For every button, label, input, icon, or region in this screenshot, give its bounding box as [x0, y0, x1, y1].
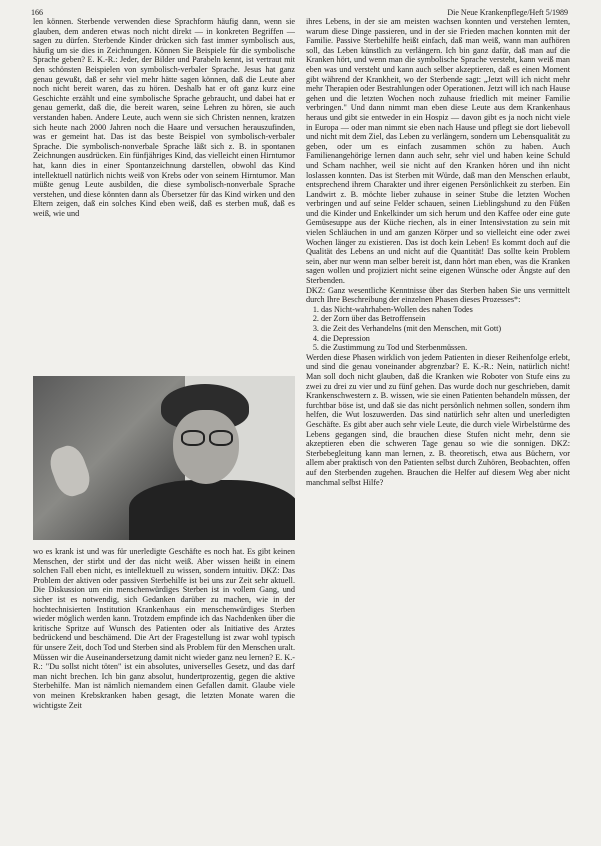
page-number: 166	[31, 8, 43, 17]
left-column	[33, 17, 295, 218]
phase-item: 2. der Zorn über das Betroffensein	[321, 314, 570, 324]
phase-item: 1. das Nicht-wahrhaben-Wollen des nahen Todes	[321, 305, 570, 315]
right-column-text-b: Werden diese Phasen wirklich von jedem Patienten in dieser Reihenfolge erlebt, und sind die genau voneinander abgrenzbar? E. K.-R.: Nein, natürlich nicht! Man soll doch nicht glauben, daß die Kranken wie Roboter von Stufe eins zu zwei zu drei zu vier und zu fünf gehen. Das wurde doch nur geschrieben, damit Krankenschwestern z. B. wissen, wie sie einen Patienten behandeln müssen, der furchtbar böse ist, und daß sie das nicht persönlich nehmen sollen, sondern ihm helfen, die Wut loszuwerden. Das sind natürlich sehr alten und unerledigten Geschäfte. Es gibt aber auch sehr viele Leute, die durch viele Wirbelstürme des Lebens gegangen sind, die brauchen diese Stufen nicht mehr, denn sie akzeptieren eben die schweren Tage genau so wie die sonnigen. DKZ: Sterbebegleitung kann man lernen, z. B. theoretisch, etwa aus Büchern, vor allem aber praktisch von den Patienten selbst durch Zuhören, Beobachten, offen auf den Sterbenden zugehen. Brauchen die Helfer auf diesem Weg aber nicht manchmal selbst Hilfe?	[306, 352, 570, 487]
dkz-question: DKZ: Ganz wesentliche Kenntnisse über das Sterben haben Sie uns vermittelt durch Ihre Beschreibung der einzelnen Phasen dieses Prozesses*:	[306, 285, 570, 305]
journal-header: Die Neue Krankenpflege/Heft 5/1989	[447, 8, 568, 17]
phase-item: 5. die Zustimmung zu Tod und Sterbenmüssen.	[321, 343, 570, 353]
left-column-lower	[33, 547, 295, 710]
left-column-top-text: len können. Sterbende verwenden diese Sprachform häufig dann, wenn sie glauben, dem anderen etwas noch nicht direkt — in konkreten Begriffen — sagen zu dürfen. Sterbende Kinder drücken sich fast immer symbolisch aus, häufig um sie dies in Zeichnungen. Können Sie Beispiele für die symbolische Sprache geben? E. K.-R.: Jeder, der Bilder und Parabeln kennt, ist vertraut mit den schönsten Beispielen von symbolisch-verbaler Sprache. Jesus hat ganz genau gewußt, daß er sehr viel mehr hätte sagen können, daß die Leute aber noch nicht bereit waren, das zu hören. Deshalb hat er oft ganz kurz eine Geschichte erzählt und eine symbolische Sprache gebraucht, und dabei hat er genau gemerkt, daß die, die bereit waren, seine Lehren zu hören, sie auch verstanden haben. Andere Leute, auch wenn sie sich Christen nennen, kratzen sich heute nach 2000 Jahren noch die Haare und versuchen herauszufinden, was er gemeint hat. Das ist das beste Beispiel von symbolisch-verbaler Sprache. Die symbolisch-nonverbale Sprache läßt sich z. B. in spontanen Zeichnungen ausdrücken. Ein fünfjähriges Kind, das vielleicht einen Hirntumor hat, kann dies in einer Spontanzeichnung darstellen, obwohl das Kind intellektuell natürlich nichts weiß von Krebs oder von seinem Hirntumor. Man müßte genug Leute ausbilden, die diese symbolisch-nonverbale Sprache verstehen, und diese könnten dann als Übersetzer für das Kind wirken und den Eltern zeigen, daß ein solches Kind eben weiß, daß es sterben muß, daß es weiß, wie und	[33, 17, 295, 218]
portrait-photo	[33, 376, 295, 540]
phase-item: 4. die Depression	[321, 334, 570, 344]
phases-list	[306, 305, 570, 353]
phase-item: 3. die Zeit des Verhandelns (mit den Menschen, mit Gott)	[321, 324, 570, 334]
left-column-bottom-text: wo es krank ist und was für unerledigte Geschäfte es noch hat. Es gibt keinen Menschen, der stirbt und der das nicht weiß. Aber wissen heißt in einem solchen Fall eben nicht, es intellektuell zu wissen, sondern intuitiv. DKZ: Das Problem der aktiven oder passiven Sterbehilfe ist bei uns zur Zeit sehr aktuell. Die Diskussion um ein menschenwürdiges Sterben ist in vollem Gang, und sicher ist es notwendig, sich Gedanken darüber zu machen, wie in der hochtechnisierten Institution Krankenhaus ein menschenwürdiges Sterben wieder möglich werden kann. Trotzdem empfinde ich das Nachdenken über die kritische Spritze auf Wunsch des Patienten oder als Initiative des Arztes bedrückend und beschämend. Die Art der Fragestellung ist zwar wohl typisch für unsere Zeit, doch Tod und Sterben sind als Problem für den Menschen uralt. Müssen wir die Auseinandersetzung damit nicht wieder ganz neu lernen? E. K.-R.: "Du sollst nicht töten" ist ein absolutes, universelles Gesetz, und das darf man nicht brechen. Ich bin ganz absolut, hundertprozentig, gegen die aktive Sterbehilfe. Man ist nämlich niemandem einen Gefallen damit. Glaube viele von meinen Krebskranken haben gesagt, die letzten Monate waren die wichtigste Zeit	[33, 547, 295, 710]
right-column-text-a: ihres Lebens, in der sie am meisten wachsen konnten und verstehen lernten, warum diese Dinge passieren, und in der sie Frieden machen konnten mit der Familie. Passive Sterbehilfe heißt einfach, daß man weiß, wann man aufhören soll, das Leben künstlich zu verlängern. Ich bin ganz dafür, daß man auf die Kranken hört, und wenn man die symbolische Sprache versteht, kann weiß man eben was und versteht und kann auch selber akzeptieren, daß es einen Moment gibt während der Krankheit, wo der Sterbende sagt: „Jetzt will ich nicht mehr mehr Therapien oder Bestrahlungen oder Operationen. Jetzt will ich nach Hause gehen und die letzten Wochen noch zuhause friedlich mit meiner Familie verbringen." Und dann nimmt man eben diese Leute aus dem Krankenhaus heraus und gibt sie entweder in ein Hospiz — davon gibt es ja noch nicht viele in Europa — oder man nimmt sie eben nach Hause und pflegt sie dort liebevoll und nicht mit dem Ziel, das Leben zu verlängern, sondern um Lebensqualität zu geben, oder um es einfach zusammen schön zu haben. Auch Familienangehörige lernen dann auch sehr, sehr viel und haben keine Schuld und Scham nachher, weil sie nicht auf den Kranken hören und ihn nicht loslassen konnten. Das ist Sterben mit Würde, daß man den Menschen erlaubt, entsprechend ihrem Charakter und ihrer eigenen Persönlichkeit zu sterben. Ein Landwirt z. B. möchte lieber zuhause in seiner Stube die letzten Wochen verbringen und auf seine Felder schauen, seinen Lieblingshund zu den Füßen und die Kinder und Enkelkinder um sich herum und den Kaffee oder eine gute Gemüsesuppe aus der Küche riechen, als in einer Intensivstation zu sein mit vielen Schläuchen in und am ganzen Körper und so vielleicht eine oder zwei Wochen länger zu existieren. Das ist doch kein Leben! Es kommt doch auf die Qualität des Lebens an und nicht auf die Quantität! Das sollte kein Problem sein, aber nur wenn man selber bereit ist, dann hört man eben, was die Kranken sagen wollen und projiziert nicht seine eigenen Wünsche oder Ängste auf den Sterbenden.	[306, 17, 570, 286]
right-column	[306, 17, 570, 487]
